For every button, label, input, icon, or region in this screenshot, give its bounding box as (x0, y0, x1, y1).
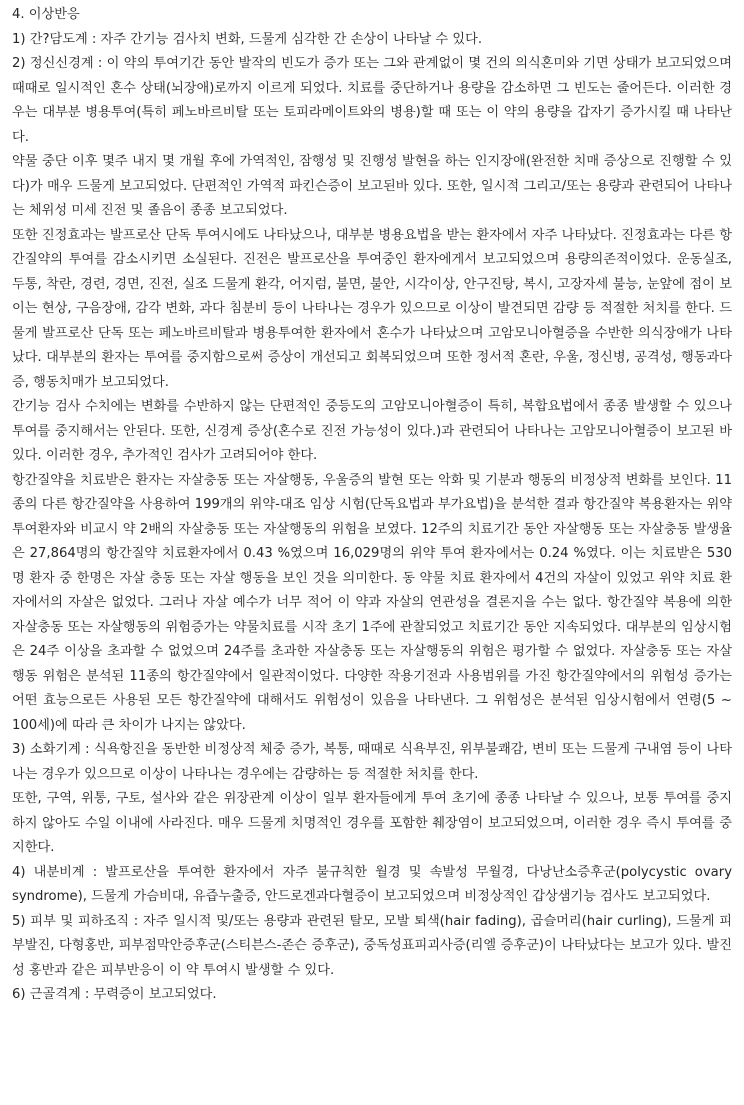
paragraph-suicidality: 항간질약을 치료받은 환자는 자살충동 또는 자살행동, 우울증의 발현 또는 악화 및 기분과 행동의 비정상적 변화를 보인다. 11종의 다른 항간질약을 사용하여 199개의 위약-대조 임상 시험(단독요법과 부가요법)을 분석한 결과 항간질약 복용환자는 위약 투여환자와 비교시 약 2배의 자살충동 또는 자살행동의 위험을 보였다. 12주의 치료기간 동안 자살행동 또는 자살충동 발생율은 27,864명의 항간질약 치료환자에서 0.43 %였으며 16,029명의 위약 투여 환자에서는 0.24 %였다. 이는 치료받은 530명 환자 중 한명은 자살 충동 또는 자살 행동을 보인 것을 의미한다. 동 약물 치료 환자에서 4건의 자살이 있었고 위약 치료 환자에서의 자살은 없었다. 그러나 자살 예수가 너무 적어 이 약과 자살의 연관성을 결론지을 수는 없다. 항간질약 복용에 의한 자살충동 또는 자살행동의 위험증가는 약물치료를 시작 초기 1주에 관찰되었고 치료기간 동안 지속되었다. 대부분의 임상시험은 24주 이상을 초과할 수 없었으며 24주를 초과한 자살충동 또는 자살행동의 위험은 평가할 수 없었다. 자살충동 또는 자살행동 위험은 분석된 11종의 항간질약에서 일관적이었다. 다양한 작용기전과 사용범위를 가진 항간질약에서의 위험성 증가는 어떤 효능으로든 사용된 모든 항간질약에 대해서도 위험성이 있음을 나타낸다. 그 위험성은 분석된 임상시험에서 연령(5 ~ 100세)에 따라 큰 차이가 나지는 않았다. (12, 472, 732, 733)
paragraph-sedation: 또한 진정효과는 발프로산 단독 투여시에도 나타났으나, 대부분 병용요법을 받는 환자에서 자주 나타났다. 진정효과는 다른 항간질약의 투여를 감소시키면 소실된다. 진전은 발프로산을 투여중인 환자에게서 보고되었으며 용량의존적이었다. 운동실조, 두통, 착란, 경련, 경면, 진전, 실조 드물게 환각, 어지럼, 불면, 불안, 시각이상, 안구진탕, 복시, 고장자세 불능, 눈앞에 점이 보이는 현상, 구음장애, 감각 변화, 과다 침분비 등이 나타나는 경우가 있으므로 이상이 발견되면 감량 등 적절한 처치를 한다. 드물게 발프로산 단독 또는 페노바르비탈과 병용투여한 환자에서 혼수가 나타났으며 고암모니아혈증을 수반한 의식장애가 나타났다. 대부분의 환자는 투여를 중지함으로써 증상이 개선되고 회복되었으며 또한 정서적 혼란, 우울, 정신병, 공격성, 행동과다증, 행동치매가 보고되었다. (12, 227, 732, 390)
paragraph-gastrointestinal: 또한, 구역, 위통, 구토, 설사와 같은 위장관계 이상이 일부 환자들에게 투여 초기에 종종 나타날 수 있으나, 보통 투여를 중지하지 않아도 수일 이내에 사라진다. 매우 드물게 치명적인 경우를 포함한 췌장염이 보고되었으며, 이러한 경우 즉시 투여를 중지한다. (12, 791, 732, 855)
paragraph-neuropsychiatric: 2) 정신신경계 : 이 약의 투여기간 동안 발작의 빈도가 증가 또는 그와 관계없이 몇 건의 의식혼미와 기면 상태가 보고되었으며 때때로 일시적인 혼수 상태(뇌장애)로까지 이르게 되었다. 치료를 중단하거나 용량을 감소하면 그 빈도는 줄어든다. 이러한 경우는 대부분 병용투여(특히 페노바르비탈 또는 토피라메이트와의 병용)할 때 또는 이 약의 용량을 갑자기 증가시킬 때 나타난다. (12, 56, 732, 145)
paragraph-hepatobiliary: 1) 간?담도계 : 자주 간기능 검사치 변화, 드물게 심각한 간 손상이 나타날 수 있다. (12, 31, 483, 47)
paragraph-endocrine: 4) 내분비계 : 발프로산을 투여한 환자에서 자주 불규칙한 월경 및 속발성 무월경, 다낭난소증후군(polycystic ovary syndrome), 드물게 가슴비대, 유즙누출증, 안드로겐과다혈증이 보고되었으며 비정상적인 갑상샘기능 검사도 보고되었다. (12, 864, 732, 904)
paragraph-hyperammonemia: 간기능 검사 수치에는 변화를 수반하지 않는 단편적인 중등도의 고암모니아혈증이 특히, 복합요법에서 종종 발생할 수 있으나 투여를 중지해서는 안된다. 또한, 신경계 증상(혼수로 진전 가능성이 있다.)과 관련되어 나타나는 고암모니아혈증이 보고된 바 있다. 이러한 경우, 추가적인 검사가 고려되어야 한다. (12, 399, 732, 463)
paragraph-skin: 5) 피부 및 피하조직 : 자주 일시적 및/또는 용량과 관련된 탈모, 모발 퇴색(hair fading), 곱슬머리(hair curling), 드물게 피부발진, 다형홍반, 피부점막안증후군(스티븐스-존슨 증후군), 중독성표피괴사증(리엘 증후군)이 나타났다는 보고가 있다. 발진성 홍반과 같은 피부반응이 이 약 투여시 발생할 수 있다. (12, 913, 732, 978)
paragraph-digestive: 3) 소화기계 : 식욕항진을 동반한 비정상적 체중 증가, 복통, 때때로 식욕부진, 위부불쾌감, 변비 또는 드물게 구내염 등이 나타나는 경우가 있으므로 이상이 나타나는 경우에는 감량하는 등 적절한 처치를 한다. (12, 742, 732, 782)
paragraph-musculoskeletal: 6) 근골격계 : 무력증이 보고되었다. (12, 987, 217, 1002)
section-title: 4. 이상반응 (12, 7, 80, 22)
paragraph-cognitive-disorder: 약물 중단 이후 몇주 내지 몇 개월 후에 가역적인, 잠행성 및 진행성 발현을 하는 인지장애(완전한 치매 증상으로 진행할 수 있다)가 매우 드물게 보고되었다. 단편적인 가역적 파킨슨증이 보고된바 있다. 또한, 일시적 그리고/또는 용량과 관련되어 나타나는 체위성 미세 진전 및 졸음이 종종 보고되었다. (12, 154, 732, 218)
